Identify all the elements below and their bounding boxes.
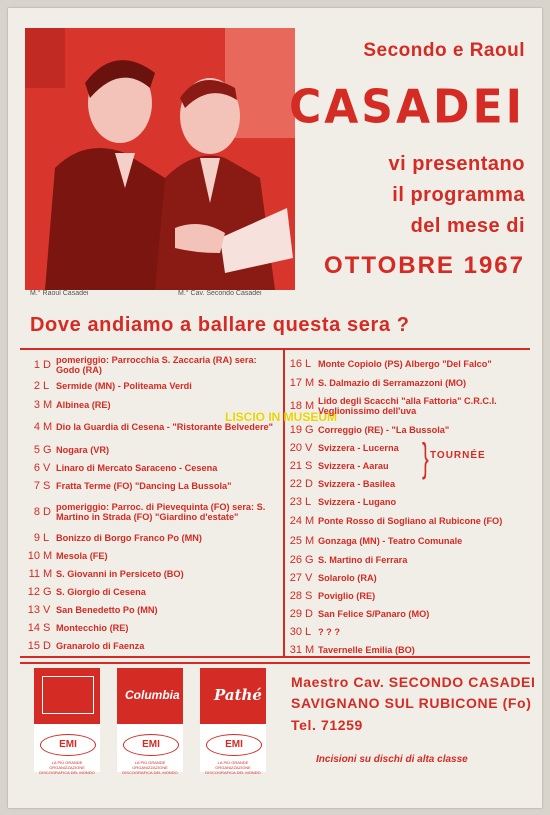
header-month: OTTOBRE 1967 — [324, 252, 525, 279]
schedule-row — [286, 392, 530, 420]
event-venue: ? ? ? — [318, 627, 340, 637]
day-number: 14 — [27, 622, 40, 634]
weekday-letter: V — [305, 572, 313, 584]
tagline: Incisioni su dischi di alta classe — [316, 754, 468, 765]
day-number: 20 — [289, 442, 302, 454]
pathe-brand: Pathé — [214, 686, 262, 704]
schedule-row — [24, 414, 278, 440]
event-venue: Svizzera - Basilea — [318, 479, 396, 489]
schedule-row — [286, 531, 530, 550]
pathe-label-logo — [200, 668, 266, 775]
event-venue: pomeriggio: Parroc. di Pievequinta (FO) sera: S. Martino in Strada (FO) "Giardino d'estate" — [56, 501, 266, 522]
poster — [8, 8, 542, 808]
day-number: 30 — [289, 626, 302, 638]
schedule-row — [286, 354, 530, 373]
photo-caption-right: M.° Cav. Secondo Casadei — [178, 290, 262, 297]
weekday-letter: L — [43, 379, 50, 392]
day-number: 10 — [27, 550, 40, 562]
weekday-letter: G — [43, 586, 52, 598]
emi-slogan: LA PIÙ GRANDE ORGANIZZAZIONE DISCOGRAFICA DEL MONDO — [205, 760, 261, 775]
address-city: SAVIGNANO SUL RUBICONE (Fo) — [291, 695, 532, 711]
subtitle: Dove andiamo a ballare questa sera ? — [30, 314, 410, 336]
schedule-row — [24, 583, 278, 601]
schedule-row — [24, 376, 278, 395]
columbia-brand: Columbia — [125, 688, 180, 702]
weekday-letter: L — [305, 357, 312, 370]
day-number: 21 — [289, 460, 302, 472]
day-number: 17 — [289, 376, 302, 389]
event-venue: Mesola (FE) — [56, 551, 108, 561]
day-number: 26 — [289, 553, 302, 566]
schedule-row — [24, 565, 278, 583]
day-number: 16 — [289, 357, 302, 370]
day-number: 31 — [289, 644, 302, 656]
event-venue: Linaro di Mercato Saraceno - Cesena — [56, 463, 218, 473]
emi-logo: EMI — [123, 734, 179, 756]
day-number: 12 — [27, 586, 40, 598]
weekday-letter: L — [305, 626, 312, 638]
emi-slogan: LA PIÙ GRANDE ORGANIZZAZIONE DISCOGRAFICA DEL MONDO — [39, 760, 95, 775]
weekday-letter: M — [305, 515, 315, 527]
weekday-letter: M — [43, 398, 53, 411]
schedule-row — [24, 495, 278, 528]
event-venue: S. Giorgio di Cesena — [56, 587, 146, 597]
address-name: Maestro Cav. SECONDO CASADEI — [291, 674, 536, 690]
weekday-letter: S — [305, 590, 313, 602]
schedule-row — [286, 420, 530, 439]
weekday-letter: D — [43, 505, 51, 518]
schedule-row — [24, 477, 278, 495]
schedule-left-column — [24, 354, 278, 655]
day-number: 15 — [27, 640, 40, 652]
day-number: 13 — [27, 604, 40, 616]
casadei-photo — [25, 28, 295, 290]
weekday-letter: G — [305, 553, 314, 566]
column-divider — [283, 350, 285, 656]
day-number: 9 — [33, 531, 40, 544]
weekday-letter: G — [305, 423, 314, 436]
event-venue: Correggio (RE) - "La Bussola" — [318, 424, 450, 435]
weekday-letter: V — [43, 604, 51, 616]
day-number: 8 — [33, 505, 40, 518]
event-venue: Svizzera - Lucerna — [318, 443, 399, 453]
schedule-row — [286, 475, 530, 493]
event-venue: Sermide (MN) - Politeama Verdi — [56, 380, 192, 391]
event-venue: Nogara (VR) — [56, 444, 110, 455]
weekday-letter: M — [305, 400, 315, 412]
schedule-row — [24, 547, 278, 565]
schedule-row — [24, 619, 278, 637]
day-number: 4 — [33, 421, 40, 433]
dog-gramophone-icon — [42, 676, 94, 714]
day-number: 6 — [33, 462, 40, 474]
weekday-letter: L — [305, 496, 312, 508]
weekday-letter: V — [43, 462, 51, 474]
emi-slogan: LA PIÙ GRANDE ORGANIZZAZIONE DISCOGRAFICA DEL MONDO — [122, 760, 178, 775]
schedule-row — [286, 373, 530, 392]
day-number: 7 — [33, 480, 40, 492]
day-number: 18 — [289, 400, 302, 412]
event-venue: Gonzaga (MN) - Teatro Comunale — [318, 535, 463, 546]
schedule-right-column — [286, 354, 530, 659]
event-venue: San Benedetto Po (MN) — [56, 605, 158, 615]
day-number: 19 — [289, 423, 302, 436]
weekday-letter: D — [305, 608, 313, 620]
event-venue: S. Dalmazio di Serramazzoni (MO) — [318, 377, 467, 388]
event-venue: Ponte Rosso di Sogliano al Rubicone (FO) — [318, 516, 503, 526]
schedule-row — [286, 511, 530, 531]
weekday-letter: M — [305, 534, 315, 547]
weekday-letter: M — [305, 644, 315, 656]
day-number: 5 — [33, 443, 40, 456]
event-venue: Granarolo di Faenza — [56, 641, 145, 651]
day-number: 11 — [28, 568, 40, 580]
event-venue: Svizzera - Aarau — [318, 461, 389, 471]
schedule-row — [286, 569, 530, 587]
weekday-letter: S — [43, 480, 51, 492]
event-venue: Poviglio (RE) — [318, 591, 376, 601]
schedule-table — [20, 348, 530, 658]
day-number: 22 — [289, 478, 302, 490]
schedule-row — [24, 459, 278, 477]
hmv-label-logo — [34, 668, 100, 775]
schedule-row — [286, 457, 530, 475]
weekday-letter: S — [43, 622, 51, 634]
weekday-letter: V — [305, 442, 313, 454]
event-venue: Tavernelle Emilia (BO) — [318, 645, 415, 655]
schedule-row — [24, 440, 278, 459]
weekday-letter: M — [43, 421, 53, 433]
day-number: 28 — [289, 590, 302, 602]
schedule-row — [24, 637, 278, 655]
event-venue: S. Martino di Ferrara — [318, 554, 408, 565]
weekday-letter: L — [43, 531, 50, 544]
schedule-row — [24, 528, 278, 547]
schedule-row — [286, 623, 530, 641]
photo-caption-left: M.° Raoul Casadei — [30, 290, 89, 297]
header-line-1: vi presentano — [388, 153, 525, 175]
schedule-row — [24, 395, 278, 414]
schedule-row — [286, 641, 530, 659]
emi-logo: EMI — [206, 734, 262, 756]
weekday-letter: M — [43, 550, 53, 562]
emi-logo: EMI — [40, 734, 96, 756]
day-number: 2 — [33, 379, 40, 392]
event-venue: Albinea (RE) — [56, 399, 111, 410]
weekday-letter: D — [43, 359, 51, 371]
day-number: 24 — [289, 515, 302, 527]
event-venue: Montecchio (RE) — [56, 623, 129, 633]
schedule-row — [286, 439, 530, 457]
day-number: 27 — [289, 572, 302, 584]
schedule-row — [286, 605, 530, 623]
header-line-3: del mese di — [410, 215, 525, 237]
weekday-letter: S — [305, 460, 313, 472]
event-venue: Solarolo (RA) — [318, 573, 377, 583]
event-venue: Bonizzo di Borgo Franco Po (MN) — [56, 532, 202, 543]
tournee-label: TOURNÉE — [430, 450, 486, 461]
weekday-letter: D — [43, 640, 51, 652]
day-number: 3 — [33, 398, 40, 411]
schedule-row — [24, 601, 278, 619]
header-line-2: il programma — [392, 184, 525, 206]
day-number: 25 — [289, 534, 302, 547]
event-venue: Lido degli Scacchi "alla Fattoria" C.R.C.I. Veglionissimo dell'uva — [318, 396, 497, 416]
weekday-letter: G — [43, 443, 52, 456]
address-phone: Tel. 71259 — [291, 717, 363, 733]
columbia-label-logo — [117, 668, 183, 775]
day-number: 23 — [289, 496, 302, 508]
event-venue: pomeriggio: Parrocchia S. Zaccaria (RA) sera: Godo (RA) — [56, 355, 257, 375]
schedule-row — [286, 587, 530, 605]
schedule-row — [24, 354, 278, 376]
tour-brace: } — [422, 436, 429, 480]
weekday-letter: M — [305, 376, 315, 389]
event-venue: San Felice S/Panaro (MO) — [318, 609, 430, 619]
event-venue: Monte Copiolo (PS) Albergo "Del Falco" — [318, 358, 492, 369]
event-venue: Fratta Terme (FO) "Dancing La Bussola" — [56, 481, 232, 491]
weekday-letter: D — [305, 478, 313, 490]
header-names: Secondo e Raoul — [363, 40, 525, 61]
bottom-divider — [20, 662, 530, 664]
day-number: 1 — [33, 359, 40, 371]
watermark: LISCIO IN MUSEUM — [225, 410, 338, 424]
weekday-letter: M — [43, 568, 53, 580]
event-venue: Dio la Guardia di Cesena - "Ristorante Belvedere" — [56, 422, 274, 432]
schedule-row — [286, 493, 530, 511]
day-number: 29 — [289, 608, 302, 620]
header-surname: CASADEI — [288, 80, 525, 135]
event-venue: S. Giovanni in Persiceto (BO) — [56, 569, 184, 579]
schedule-row — [286, 550, 530, 569]
event-venue: Svizzera - Lugano — [318, 497, 397, 507]
